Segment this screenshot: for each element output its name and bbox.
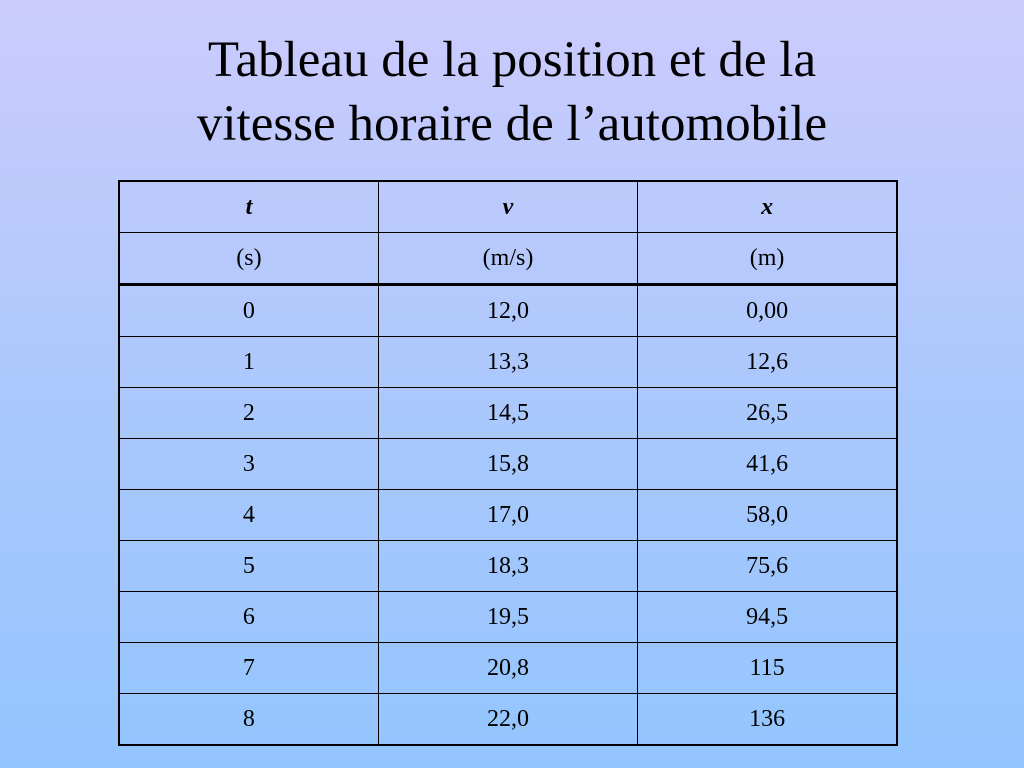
unit-position: (m) bbox=[638, 233, 897, 285]
cell-position: 0,00 bbox=[638, 285, 897, 337]
cell-time: 3 bbox=[119, 439, 378, 490]
cell-velocity: 20,8 bbox=[378, 643, 637, 694]
cell-velocity: 19,5 bbox=[378, 592, 637, 643]
cell-time: 4 bbox=[119, 490, 378, 541]
slide-title-line-2: vitesse horaire de l’automobile bbox=[196, 96, 828, 152]
header-variables-row bbox=[119, 181, 897, 233]
cell-position: 115 bbox=[638, 643, 897, 694]
cell-time: 6 bbox=[119, 592, 378, 643]
table-row bbox=[119, 694, 897, 746]
cell-position: 136 bbox=[638, 694, 897, 746]
table-row bbox=[119, 490, 897, 541]
cell-position: 94,5 bbox=[638, 592, 897, 643]
position-velocity-table bbox=[118, 180, 898, 746]
cell-velocity: 15,8 bbox=[378, 439, 637, 490]
cell-time: 2 bbox=[119, 388, 378, 439]
cell-velocity: 13,3 bbox=[378, 337, 637, 388]
slide-title bbox=[0, 28, 1024, 156]
cell-time: 5 bbox=[119, 541, 378, 592]
cell-position: 12,6 bbox=[638, 337, 897, 388]
table-row bbox=[119, 592, 897, 643]
table-row bbox=[119, 337, 897, 388]
table-row bbox=[119, 439, 897, 490]
header-units-row bbox=[119, 233, 897, 285]
cell-position: 58,0 bbox=[638, 490, 897, 541]
header-time: t bbox=[119, 181, 378, 233]
cell-time: 0 bbox=[119, 285, 378, 337]
table-row bbox=[119, 643, 897, 694]
cell-velocity: 18,3 bbox=[378, 541, 637, 592]
cell-velocity: 22,0 bbox=[378, 694, 637, 746]
table-row bbox=[119, 388, 897, 439]
cell-velocity: 17,0 bbox=[378, 490, 637, 541]
table-row bbox=[119, 285, 897, 337]
header-velocity: v bbox=[378, 181, 637, 233]
cell-position: 41,6 bbox=[638, 439, 897, 490]
header-position: x bbox=[638, 181, 897, 233]
unit-time: (s) bbox=[119, 233, 378, 285]
cell-time: 1 bbox=[119, 337, 378, 388]
cell-velocity: 12,0 bbox=[378, 285, 637, 337]
cell-position: 26,5 bbox=[638, 388, 897, 439]
cell-position: 75,6 bbox=[638, 541, 897, 592]
cell-velocity: 14,5 bbox=[378, 388, 637, 439]
cell-time: 7 bbox=[119, 643, 378, 694]
slide-title-line-1: Tableau de la position et de la bbox=[207, 32, 817, 88]
table-row bbox=[119, 541, 897, 592]
cell-time: 8 bbox=[119, 694, 378, 746]
unit-velocity: (m/s) bbox=[378, 233, 637, 285]
